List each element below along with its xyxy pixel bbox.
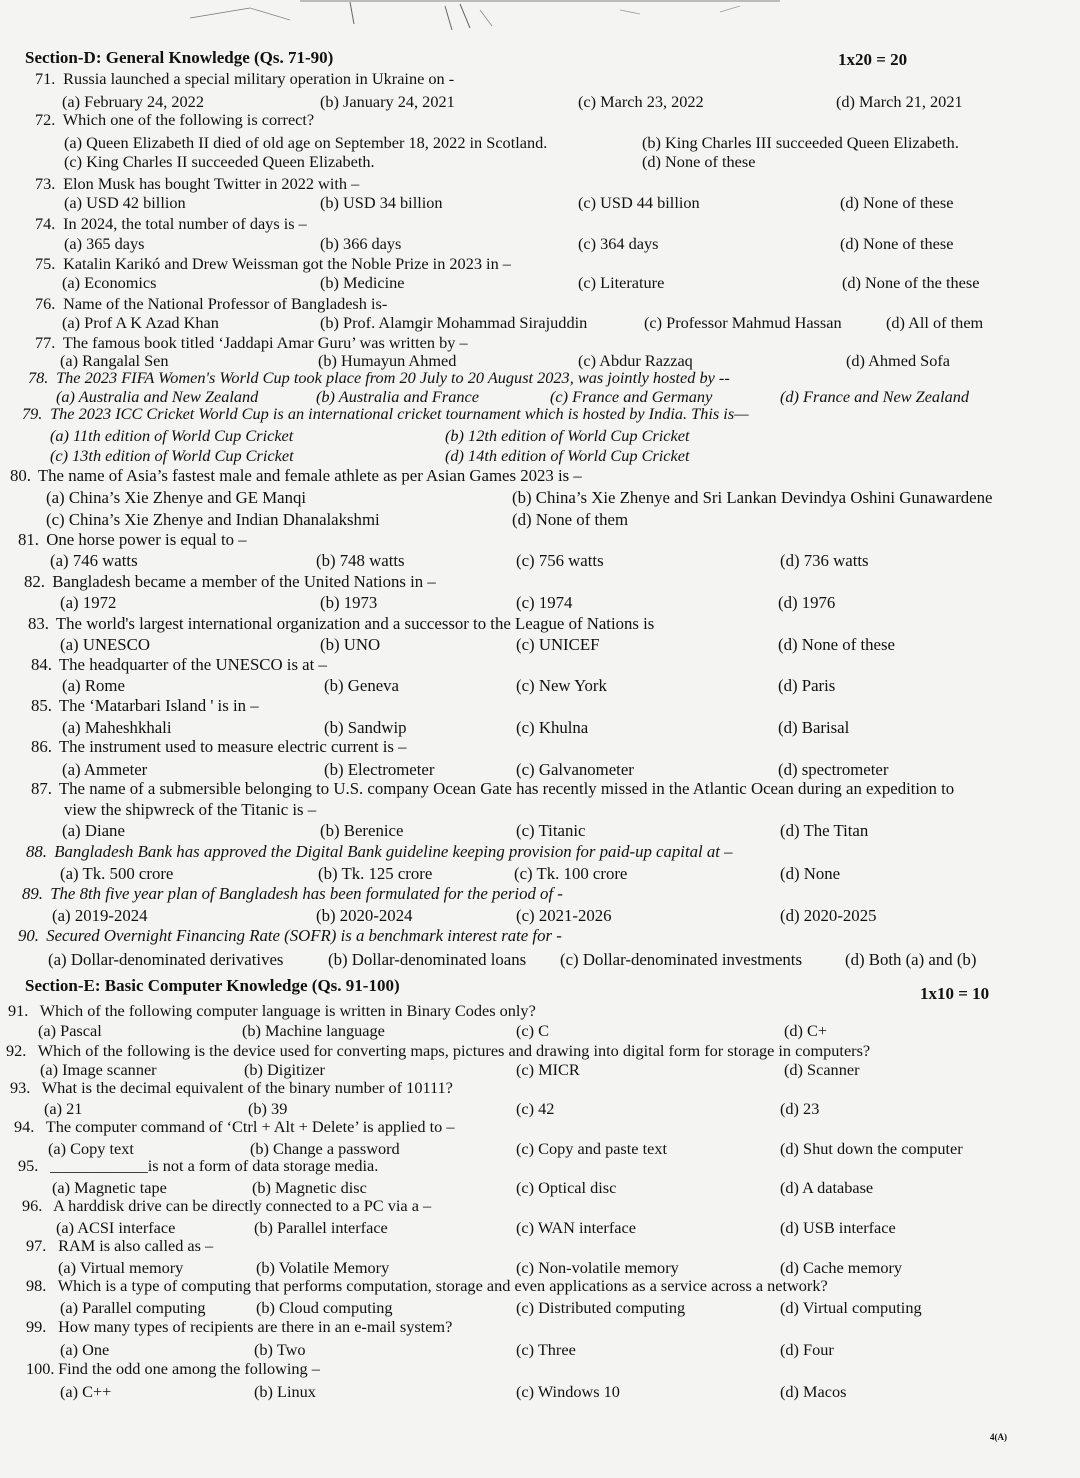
question-text: The world's largest international organization and a successor to the League of Nations is: [55, 614, 655, 633]
question-stem: [31, 696, 259, 715]
question-stem: [28, 614, 654, 633]
answer-option: (a) Diane: [62, 821, 125, 840]
answer-option: (d) The Titan: [780, 821, 869, 840]
answer-option: (b) Change a password: [250, 1139, 400, 1158]
answer-option: (c) MICR: [516, 1060, 580, 1079]
question-text: Katalin Karikó and Drew Weissman got the Noble Prize in 2023 in –: [63, 254, 511, 273]
question-text: The name of a submersible belonging to U.S. company Ocean Gate has recently missed in the Atlantic Ocean during an expedition to: [58, 779, 955, 798]
question-text: Russia launched a special military operation in Ukraine on -: [63, 69, 455, 88]
answer-option: (c) Galvanometer: [516, 760, 634, 779]
question-stem: [18, 530, 247, 549]
question-number: 72.: [35, 110, 56, 129]
answer-option: (b) 748 watts: [316, 551, 405, 570]
answer-option: (c) 42: [516, 1099, 555, 1118]
answer-option: (c) 1974: [516, 593, 573, 612]
answer-option: (d) USB interface: [780, 1218, 896, 1237]
answer-option: (c) Three: [516, 1340, 576, 1359]
answer-option: (a) Rangalal Sen: [60, 351, 169, 370]
answer-option: (c) Dollar-denominated investments: [560, 950, 802, 969]
question-stem: [24, 572, 436, 591]
answer-option: (a) China’s Xie Zhenye and GE Manqi: [46, 488, 307, 507]
answer-option: (b) Parallel interface: [254, 1218, 388, 1237]
answer-option: (d) None of these: [840, 193, 954, 212]
question-number: 95.: [18, 1156, 39, 1175]
answer-option: (c) Non-volatile memory: [516, 1258, 679, 1277]
answer-option: (b) 12th edition of World Cup Cricket: [445, 426, 690, 445]
question-number: 71.: [35, 69, 56, 88]
answer-option: (b) Volatile Memory: [256, 1258, 390, 1277]
question-number: 92.: [6, 1041, 27, 1060]
answer-option: (d) March 21, 2021: [836, 92, 963, 111]
question-text: ____________is not a form of data storage media.: [50, 1156, 379, 1175]
answer-option: (a) C++: [60, 1382, 112, 1401]
answer-option: (a) Virtual memory: [58, 1258, 184, 1277]
question-number: 76.: [35, 294, 56, 313]
answer-option: (b) Australia and France: [316, 387, 479, 406]
answer-option: (a) Economics: [62, 273, 157, 292]
question-text: The name of Asia’s fastest male and female athlete as per Asian Games 2023 is –: [37, 466, 582, 485]
answer-option: (a) Prof A K Azad Khan: [62, 313, 219, 332]
question-text: Which of the following is the device used for converting maps, pictures and drawing into digital form for storage in computers?: [37, 1041, 871, 1060]
answer-option: (c) March 23, 2022: [578, 92, 704, 111]
question-number: 73.: [35, 174, 56, 193]
question-text: Bangladesh became a member of the United Nations in –: [52, 572, 436, 591]
answer-option: (a) 21: [44, 1099, 83, 1118]
question-text: The 2023 FIFA Women's World Cup took place from 20 July to 20 August 2023, was jointly hosted by --: [56, 368, 730, 387]
question-text: Find the odd one among the following –: [58, 1359, 320, 1378]
answer-option: (a) Image scanner: [40, 1060, 157, 1079]
question-text: The ‘Matarbari Island ' is in –: [58, 696, 259, 715]
answer-option: (c) Literature: [578, 273, 665, 292]
answer-option: (b) Sandwip: [324, 718, 407, 737]
question-stem: [35, 174, 359, 193]
answer-option: (b) Tk. 125 crore: [318, 864, 433, 883]
question-number: 98.: [26, 1276, 47, 1295]
answer-option: (a) Australia and New Zealand: [56, 387, 259, 406]
question-text: The computer command of ‘Ctrl + Alt + Delete’ is applied to –: [45, 1117, 455, 1136]
question-stem: [22, 884, 563, 903]
question-stem: [26, 1359, 320, 1378]
answer-option: (d) Shut down the computer: [780, 1139, 963, 1158]
answer-option: (c) Abdur Razzaq: [578, 351, 693, 370]
answer-option: (c) Khulna: [516, 718, 589, 737]
question-stem: [18, 1156, 378, 1175]
question-number: 78.: [28, 368, 49, 387]
answer-option: (d) 2020-2025: [780, 906, 877, 925]
answer-option: (c) France and Germany: [550, 387, 713, 406]
answer-option: (a) Tk. 500 crore: [60, 864, 174, 883]
answer-option: (c) WAN interface: [516, 1218, 636, 1237]
answer-option: (b) China’s Xie Zhenye and Sri Lankan Devindya Oshini Gunawardene: [512, 488, 993, 507]
answer-option: (b) January 24, 2021: [320, 92, 455, 111]
answer-option: (a) Ammeter: [62, 760, 148, 779]
answer-option: (b) Dollar-denominated loans: [328, 950, 527, 969]
question-stem: [10, 466, 582, 485]
question-text: The headquarter of the UNESCO is at –: [58, 655, 327, 674]
question-stem: [28, 368, 730, 387]
answer-option: (c) Professor Mahmud Hassan: [644, 313, 842, 332]
answer-option: (d) Both (a) and (b): [845, 950, 977, 969]
question-text: Which one of the following is correct?: [62, 110, 315, 129]
question-number: 85.: [31, 696, 52, 715]
page-number-mark: 4(A): [990, 1432, 1007, 1442]
question-text: One horse power is equal to –: [46, 530, 247, 549]
answer-option: (d) None of these: [840, 234, 954, 253]
question-number: 87.: [31, 779, 52, 798]
question-stem: [31, 655, 327, 674]
answer-option: (d) C+: [784, 1021, 828, 1040]
answer-option: (d) Ahmed Sofa: [846, 351, 950, 370]
question-number: 90.: [18, 926, 39, 945]
question-stem: [31, 737, 407, 756]
answer-option: (a) Parallel computing: [60, 1298, 206, 1317]
answer-option: (d) 23: [780, 1099, 820, 1118]
answer-option: (b) Two: [254, 1340, 306, 1359]
question-stem: [26, 842, 733, 861]
answer-option: (d) Scanner: [784, 1060, 860, 1079]
question-number: 96.: [22, 1196, 43, 1215]
question-number: 77.: [35, 333, 56, 352]
answer-option: (b) USD 34 billion: [320, 193, 443, 212]
answer-option: (d) All of them: [886, 313, 984, 332]
question-text: RAM is also called as –: [58, 1236, 214, 1255]
question-stem: [35, 214, 307, 233]
question-number: 83.: [28, 614, 49, 633]
question-stem: [18, 926, 562, 945]
question-text: The 8th five year plan of Bangladesh has been formulated for the period of -: [50, 884, 563, 903]
question-number: 79.: [22, 404, 43, 423]
question-text: What is the decimal equivalent of the binary number of 10111?: [41, 1078, 453, 1097]
answer-option: (a) 1972: [60, 593, 117, 612]
question-text: Bangladesh Bank has approved the Digital Bank guideline keeping provision for paid-up capital at –: [54, 842, 733, 861]
answer-option: (c) UNICEF: [516, 635, 600, 654]
answer-option: (b) 1973: [320, 593, 378, 612]
answer-option: (c) C: [516, 1021, 549, 1040]
answer-option: (a) Pascal: [38, 1021, 102, 1040]
question-stem: [35, 110, 314, 129]
answer-option: (c) Windows 10: [516, 1382, 620, 1401]
answer-option: (c) Optical disc: [516, 1178, 617, 1197]
question-stem: [8, 1001, 536, 1020]
answer-option: (d) None of these: [778, 635, 895, 654]
answer-option: (a) Maheshkhali: [62, 718, 172, 737]
answer-option: (a) 746 watts: [50, 551, 138, 570]
question-stem: [6, 1041, 870, 1060]
question-number: 82.: [24, 572, 45, 591]
answer-option: (b) Cloud computing: [256, 1298, 393, 1317]
answer-option: (a) 365 days: [64, 234, 145, 253]
answer-option: (d) Four: [780, 1340, 834, 1359]
answer-option: (a) Magnetic tape: [52, 1178, 167, 1197]
answer-option: (a) 11th edition of World Cup Cricket: [50, 426, 294, 445]
answer-option: (d) Cache memory: [780, 1258, 903, 1277]
answer-option: (c) 364 days: [578, 234, 659, 253]
answer-option: (a) 2019-2024: [52, 906, 148, 925]
answer-option: (b) Prof. Alamgir Mohammad Sirajuddin: [320, 313, 588, 332]
answer-option: (d) France and New Zealand: [780, 387, 970, 406]
answer-option: (d) 736 watts: [780, 551, 869, 570]
answer-option: (a) One: [60, 1340, 110, 1359]
question-stem: [35, 333, 468, 352]
question-stem: [26, 1276, 828, 1295]
answer-option: (a) Queen Elizabeth II died of old age on September 18, 2022 in Scotland.: [64, 133, 548, 152]
answer-option: (d) None: [780, 864, 841, 883]
answer-option: (d) Barisal: [778, 718, 850, 737]
answer-option: (b) Machine language: [242, 1021, 385, 1040]
question-text: How many types of recipients are there in an e-mail system?: [58, 1317, 453, 1336]
answer-option: (c) Copy and paste text: [516, 1139, 668, 1158]
question-text: Secured Overnight Financing Rate (SOFR) is a benchmark interest rate for -: [46, 926, 562, 945]
answer-option: (b) Berenice: [320, 821, 404, 840]
answer-option: (c) Titanic: [516, 821, 586, 840]
answer-option: (d) spectrometer: [778, 760, 889, 779]
question-stem: [26, 1317, 452, 1336]
question-text: The instrument used to measure electric current is –: [58, 737, 407, 756]
question-text: The 2023 ICC Cricket World Cup is an international cricket tournament which is hosted by India. This is—: [50, 404, 749, 423]
question-text: A harddisk drive can be directly connected to a PC via a –: [53, 1196, 432, 1215]
section-e-title: Section-E: Basic Computer Knowledge (Qs. 91-100): [25, 976, 400, 995]
answer-option: (c) Distributed computing: [516, 1298, 686, 1317]
question-stem: [35, 294, 387, 313]
answer-option: (c) China’s Xie Zhenye and Indian Dhanalakshmi: [46, 510, 380, 529]
answer-option: (b) Medicine: [320, 273, 405, 292]
question-text: Which is a type of computing that performs computation, storage and even applications as a service across a network?: [57, 1276, 828, 1295]
answer-option: (a) USD 42 billion: [64, 193, 186, 212]
answer-option: (d) 1976: [778, 593, 836, 612]
answer-option: (b) 366 days: [320, 234, 402, 253]
answer-option: (d) None of them: [512, 510, 629, 529]
answer-option: (b) Geneva: [324, 676, 400, 695]
question-number: 80.: [10, 466, 31, 485]
answer-option: (a) UNESCO: [60, 635, 150, 654]
question-text: Name of the National Professor of Bangladesh is-: [63, 294, 388, 313]
answer-option: (b) Digitizer: [244, 1060, 325, 1079]
question-number: 89.: [22, 884, 43, 903]
answer-option: (c) 13th edition of World Cup Cricket: [50, 446, 294, 465]
section-e-marks: 1x10 = 10: [920, 984, 990, 1003]
answer-option: (c) USD 44 billion: [578, 193, 700, 212]
question-stem: [22, 404, 749, 423]
question-text: In 2024, the total number of days is –: [63, 214, 307, 233]
question-number: 75.: [35, 254, 56, 273]
answer-option: (b) Humayun Ahmed: [318, 351, 457, 370]
question-number: 88.: [26, 842, 47, 861]
answer-option: (a) Dollar-denominated derivatives: [48, 950, 284, 969]
answer-option: (b) Linux: [254, 1382, 316, 1401]
answer-option: (b) UNO: [320, 635, 381, 654]
question-number: 99.: [26, 1317, 47, 1336]
answer-option: (c) 756 watts: [516, 551, 604, 570]
question-text: Which of the following computer language is written in Binary Codes only?: [39, 1001, 536, 1020]
answer-option: (d) 14th edition of World Cup Cricket: [445, 446, 690, 465]
section-d-title: Section-D: General Knowledge (Qs. 71-90): [25, 48, 334, 67]
answer-option: (c) New York: [516, 676, 607, 695]
section-d-marks: 1x20 = 20: [838, 50, 908, 69]
question-stem: [10, 1078, 453, 1097]
question-text: Elon Musk has bought Twitter in 2022 with –: [63, 174, 360, 193]
question-text-continued: view the shipwreck of the Titanic is –: [64, 800, 317, 819]
answer-option: (b) 2020-2024: [316, 906, 413, 925]
answer-option: (b) Electrometer: [324, 760, 435, 779]
question-number: 97.: [26, 1236, 47, 1255]
answer-option: (d) Paris: [778, 676, 836, 695]
question-number: 74.: [35, 214, 56, 233]
question-number: 84.: [31, 655, 52, 674]
question-number: 94.: [14, 1117, 35, 1136]
answer-option: (a) ACSI interface: [56, 1218, 176, 1237]
answer-option: (d) A database: [780, 1178, 874, 1197]
question-number: 93.: [10, 1078, 31, 1097]
question-stem: [22, 1196, 431, 1215]
question-stem: [35, 69, 454, 88]
answer-option: (d) None of these: [642, 152, 756, 171]
question-number: 100.: [26, 1359, 55, 1378]
question-stem: [31, 779, 954, 798]
question-stem: [35, 254, 511, 273]
answer-option: (b) Magnetic disc: [252, 1178, 367, 1197]
question-number: 81.: [18, 530, 39, 549]
question-text: The famous book titled ‘Jaddapi Amar Guru’ was written by –: [62, 333, 468, 352]
answer-option: (b) 39: [248, 1099, 288, 1118]
answer-option: (c) King Charles II succeeded Queen Elizabeth.: [64, 152, 375, 171]
answer-option: (c) Tk. 100 crore: [514, 864, 628, 883]
answer-option: (c) 2021-2026: [516, 906, 612, 925]
question-number: 91.: [8, 1001, 29, 1020]
question-number: 86.: [31, 737, 52, 756]
answer-option: (b) King Charles III succeeded Queen Elizabeth.: [642, 133, 959, 152]
question-stem: [26, 1236, 213, 1255]
answer-option: (a) February 24, 2022: [62, 92, 204, 111]
answer-option: (d) Virtual computing: [780, 1298, 922, 1317]
answer-option: (d) None of the these: [842, 273, 980, 292]
answer-option: (a) Copy text: [48, 1139, 134, 1158]
answer-option: (a) Rome: [62, 676, 125, 695]
answer-option: (d) Macos: [780, 1382, 847, 1401]
question-stem: [14, 1117, 455, 1136]
